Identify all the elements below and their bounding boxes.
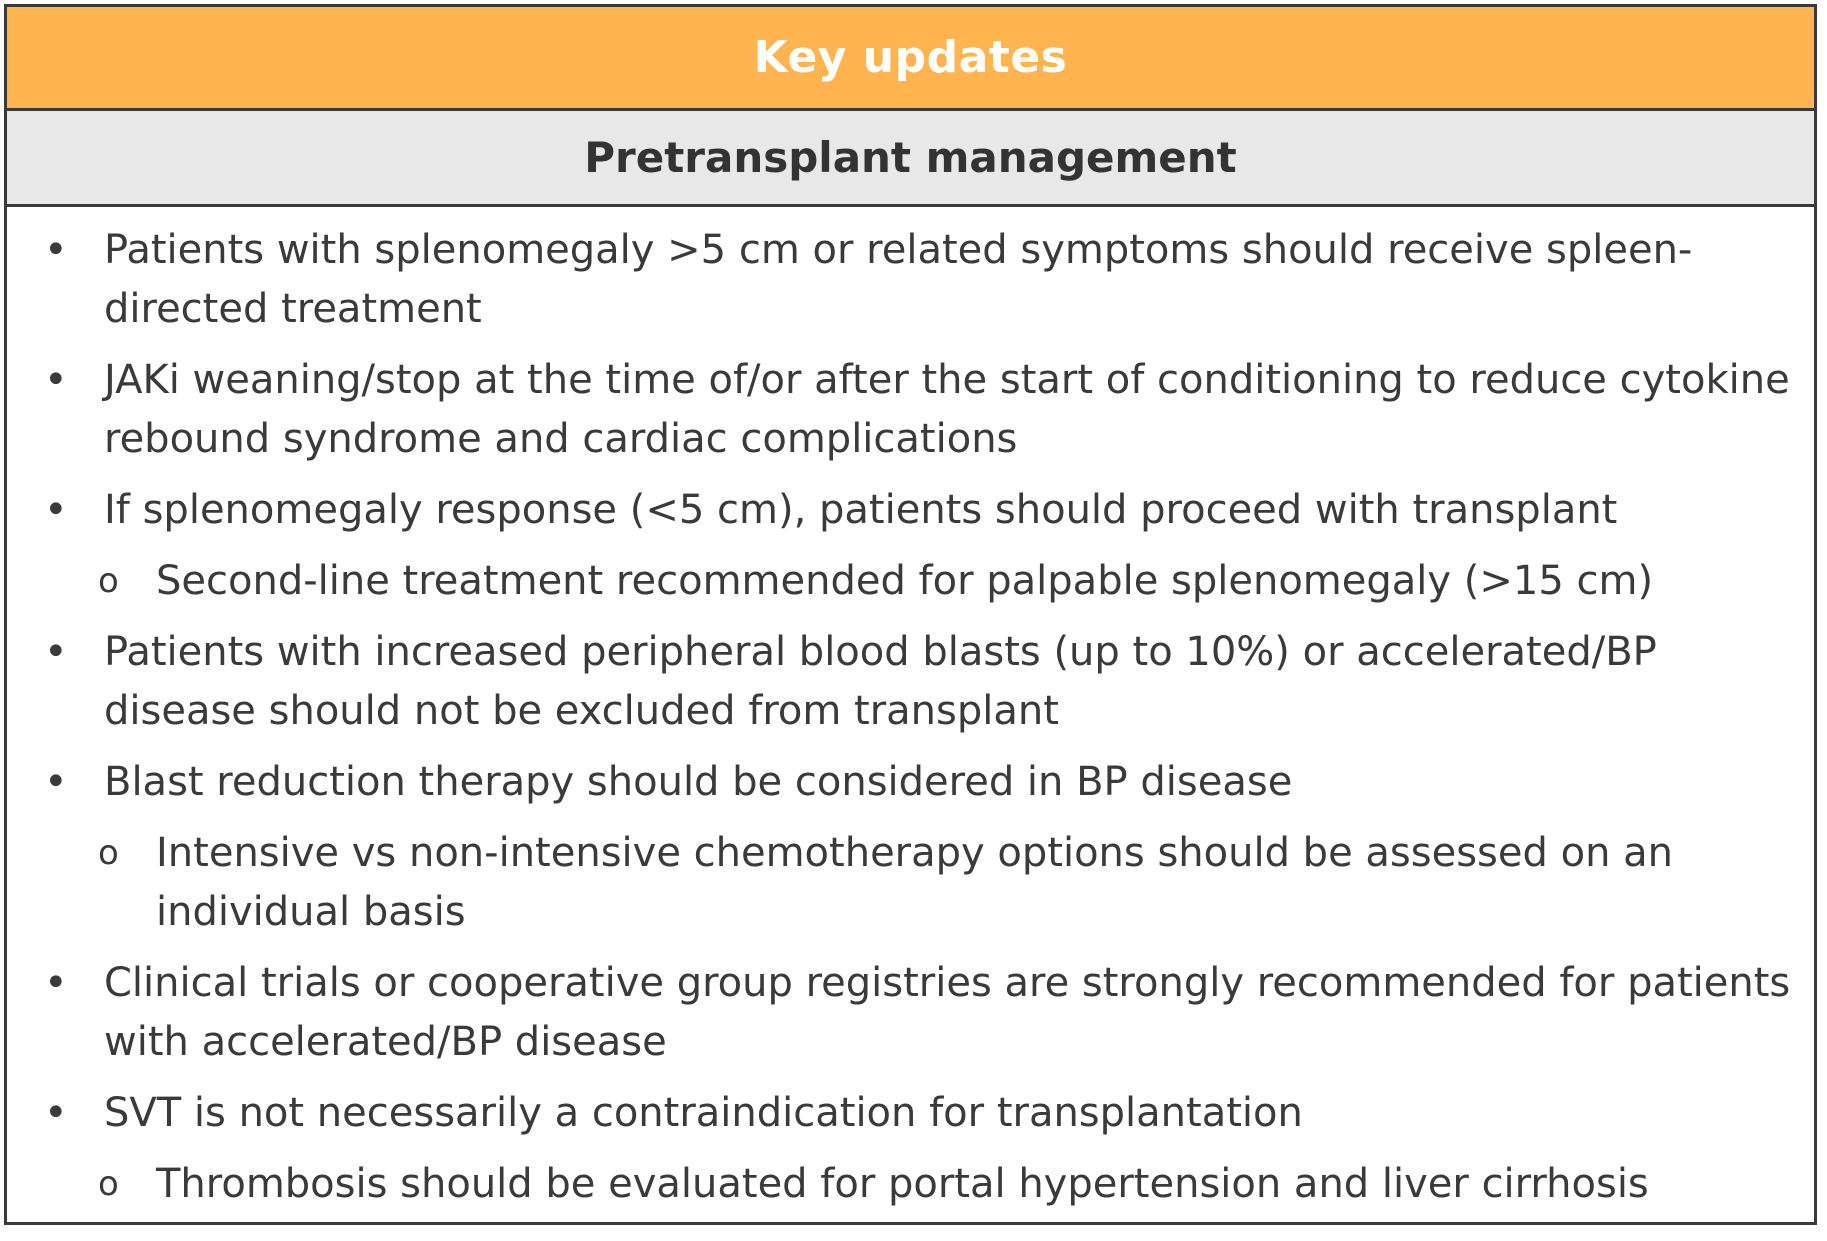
bullet-icon: •: [44, 960, 68, 1006]
bullet-icon: •: [44, 357, 68, 403]
list-item-text: Patients with splenomegaly >5 cm or related symptoms should receive spleen-directed treatment: [104, 227, 1693, 332]
sub-bullet-icon: o: [98, 833, 119, 873]
list-item-text: Intensive vs non-intensive chemotherapy options should be assessed on an individual basis: [156, 830, 1673, 935]
sub-bullet-icon: o: [98, 1164, 119, 1204]
sub-bullet-icon: o: [98, 561, 119, 601]
list-item-text: Clinical trials or cooperative group registries are strongly recommended for patients with accelerated/BP disease: [104, 960, 1791, 1065]
sub-list-item: [7, 1155, 1814, 1214]
list-item: [7, 1084, 1814, 1143]
list-item: [7, 623, 1814, 741]
list-item-text: Thrombosis should be evaluated for portal hypertension and liver cirrhosis: [156, 1161, 1649, 1207]
section-title: Pretransplant management: [584, 133, 1237, 182]
sub-list-item: [7, 552, 1814, 611]
key-updates-box: [4, 4, 1817, 1225]
list-item-text: Patients with increased peripheral blood blasts (up to 10%) or accelerated/BP disease should not be excluded from transplant: [104, 629, 1657, 734]
bullet-icon: •: [44, 1090, 68, 1136]
bullet-icon: •: [44, 227, 68, 273]
bullet-icon: •: [44, 629, 68, 675]
bullet-icon: •: [44, 759, 68, 805]
list-item: [7, 221, 1814, 339]
list-item-text: SVT is not necessarily a contraindication for transplantation: [104, 1090, 1303, 1136]
list-item: [7, 481, 1814, 540]
header-banner: [7, 7, 1814, 111]
list-item-text: Second-line treatment recommended for palpable splenomegaly (>15 cm): [156, 558, 1654, 604]
bullet-list: [7, 207, 1814, 1214]
list-item: [7, 753, 1814, 812]
list-item: [7, 351, 1814, 469]
list-item-text: If splenomegaly response (<5 cm), patients should proceed with transplant: [104, 487, 1618, 533]
list-item-text: JAKi weaning/stop at the time of/or after the start of conditioning to reduce cytokine rebound syndrome and cardiac complications: [104, 357, 1790, 462]
list-item: [7, 954, 1814, 1072]
sub-list-item: [7, 824, 1814, 942]
list-item-text: Blast reduction therapy should be considered in BP disease: [104, 759, 1293, 805]
section-header: [7, 111, 1814, 207]
bullet-icon: •: [44, 487, 68, 533]
header-title: Key updates: [753, 32, 1068, 83]
